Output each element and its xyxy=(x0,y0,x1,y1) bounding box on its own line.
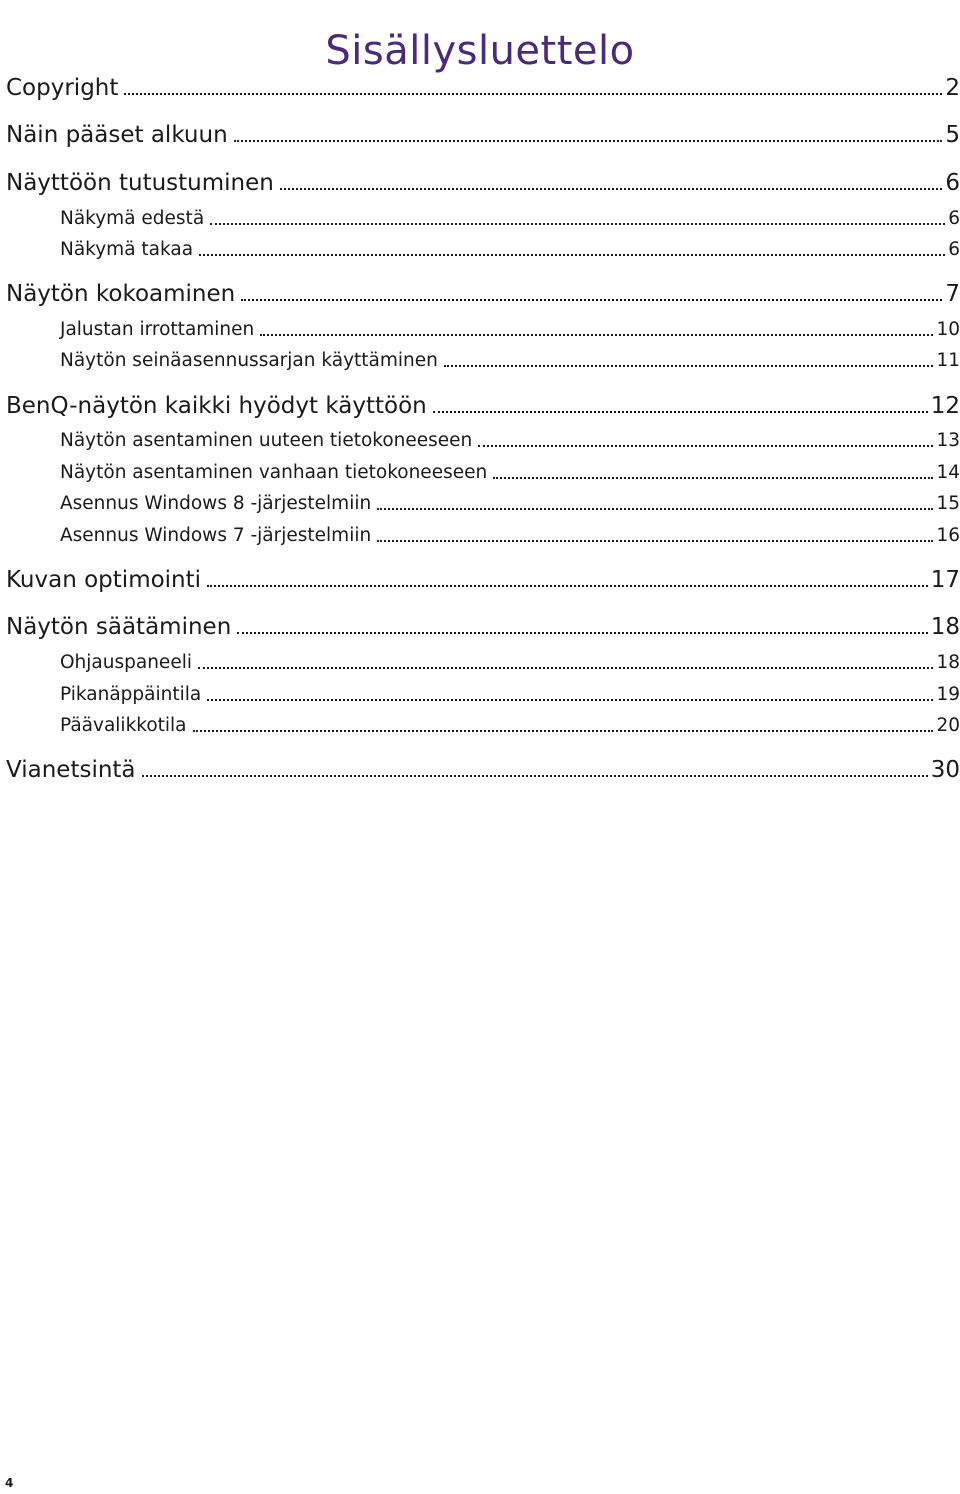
toc-entry-label: Näytön kokoaminen xyxy=(6,281,236,307)
toc-entry-label: Asennus Windows 7 -järjestelmiin xyxy=(60,525,372,546)
toc-entry-page: 11 xyxy=(936,350,960,371)
toc-entry-control-panel[interactable] xyxy=(60,650,960,676)
toc-entry-install-windows-7[interactable] xyxy=(60,523,960,549)
toc-entry-page: 7 xyxy=(945,281,960,307)
page-number: 4 xyxy=(5,1476,14,1490)
dot-leader xyxy=(444,348,934,374)
dot-leader xyxy=(377,523,933,549)
toc-entry-adjust-monitor[interactable] xyxy=(6,611,960,643)
toc-entry-label: Copyright xyxy=(6,75,119,101)
toc-entry-label: Ohjauspaneeli xyxy=(60,652,192,673)
dot-leader xyxy=(433,390,928,422)
dot-leader xyxy=(207,564,928,596)
toc-entry-page: 16 xyxy=(936,525,960,546)
toc-entry-page: 12 xyxy=(930,393,960,419)
toc-entry-getting-started[interactable] xyxy=(6,119,960,151)
toc-entry-page: 6 xyxy=(945,170,960,196)
dot-leader xyxy=(260,317,933,343)
toc-entry-hotkey-mode[interactable] xyxy=(60,682,960,708)
toc-entry-wall-mount[interactable] xyxy=(60,348,960,374)
dot-leader xyxy=(142,754,928,786)
toc-entry-label: Kuvan optimointi xyxy=(6,567,202,593)
toc-entry-assembly[interactable] xyxy=(6,278,960,310)
dot-leader xyxy=(198,650,933,676)
toc-entry-page: 10 xyxy=(936,319,960,340)
dot-leader xyxy=(124,72,942,104)
toc-entry-page: 5 xyxy=(945,122,960,148)
toc-entry-install-windows-8[interactable] xyxy=(60,491,960,517)
toc-entry-label: BenQ-näytön kaikki hyödyt käyttöön xyxy=(6,393,427,419)
toc-entry-label: Näin pääset alkuun xyxy=(6,122,228,148)
dot-leader xyxy=(210,206,945,232)
dot-leader xyxy=(478,428,933,454)
toc-entry-page: 6 xyxy=(948,239,960,260)
toc-entry-monitor-overview[interactable] xyxy=(6,167,960,199)
toc-entry-label: Asennus Windows 8 -järjestelmiin xyxy=(60,493,372,514)
toc-entry-label: Näkymä takaa xyxy=(60,239,194,260)
dot-leader xyxy=(199,237,945,263)
toc-entry-optimize-picture[interactable] xyxy=(6,564,960,596)
toc-entry-label: Näyttöön tutustuminen xyxy=(6,170,274,196)
toc-entry-page: 13 xyxy=(936,430,960,451)
toc-entry-page: 30 xyxy=(930,757,960,783)
dot-leader xyxy=(234,119,943,151)
toc-entry-label: Päävalikkotila xyxy=(60,715,187,736)
dot-leader xyxy=(193,713,934,739)
dot-leader xyxy=(241,278,942,310)
page-title: Sisällysluettelo xyxy=(325,27,635,74)
toc-entry-page: 18 xyxy=(936,652,960,673)
toc-entry-page: 14 xyxy=(936,462,960,483)
toc-entry-get-most[interactable] xyxy=(6,390,960,422)
toc-entry-install-new-computer[interactable] xyxy=(60,428,960,454)
toc-entry-label: Pikanäppäintila xyxy=(60,684,202,705)
toc-entry-label: Jalustan irrottaminen xyxy=(60,319,255,340)
dot-leader xyxy=(280,167,943,199)
toc-entry-label: Näytön seinäasennussarjan käyttäminen xyxy=(60,350,438,371)
toc-entry-back-view[interactable] xyxy=(60,237,960,263)
dot-leader xyxy=(207,682,933,708)
toc-entry-page: 18 xyxy=(930,614,960,640)
toc-entry-label: Vianetsintä xyxy=(6,757,136,783)
dot-leader xyxy=(237,611,927,643)
toc-entry-front-view[interactable] xyxy=(60,206,960,232)
dot-leader xyxy=(377,491,933,517)
toc-entry-page: 2 xyxy=(945,75,960,101)
toc-entry-detach-stand[interactable] xyxy=(60,317,960,343)
toc-entry-install-old-computer[interactable] xyxy=(60,460,960,486)
toc-entry-page: 15 xyxy=(936,493,960,514)
toc-entry-label: Näytön asentaminen vanhaan tietokoneeseen xyxy=(60,462,488,483)
toc-entry-page: 20 xyxy=(936,715,960,736)
toc-entry-label: Näkymä edestä xyxy=(60,208,205,229)
toc-entry-page: 6 xyxy=(948,208,960,229)
toc-entry-label: Näytön säätäminen xyxy=(6,614,232,640)
dot-leader xyxy=(493,460,933,486)
toc-entry-page: 17 xyxy=(930,567,960,593)
toc-entry-main-menu-mode[interactable] xyxy=(60,713,960,739)
toc-entry-label: Näytön asentaminen uuteen tietokoneeseen xyxy=(60,430,473,451)
toc-entry-page: 19 xyxy=(936,684,960,705)
toc-entry-troubleshooting[interactable] xyxy=(6,754,960,786)
toc-entry-copyright[interactable] xyxy=(6,72,960,104)
